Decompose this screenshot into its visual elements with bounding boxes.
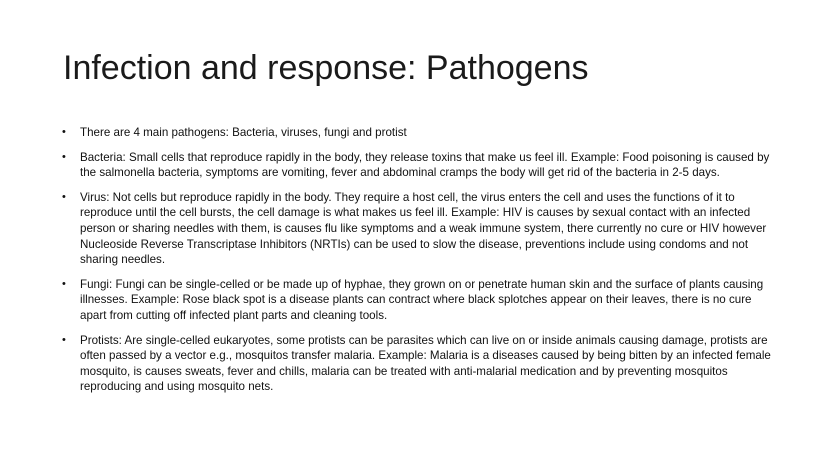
bullet-text: Fungi: Fungi can be single-celled or be made up of hyphae, they grown on or penetrate human skin and the surface of plants causing illnesses. Example: Rose black spot is a disease plants can contract where black splotches appear on their leaves, there is no cure apart from cutting off infected plant parts and cleaning tools. — [80, 277, 764, 322]
bullet-marker: • — [62, 333, 66, 346]
bullet-item-virus — [62, 190, 774, 268]
bullet-text: Protists: Are single-celled eukaryotes, some protists can be parasites which can live on or inside animals causing damage, protists are often passed by a vector e.g., mosquitos transfer malaria. Example: Malaria is a diseases caused by being bitten by an infected female mosquito, is causes sweats, fever and chills, malaria can be treated with anti-malarial medication and by preventing mosquitos reproducing and using mosquito nets. — [80, 333, 771, 394]
bullet-marker: • — [62, 126, 66, 138]
slide-title: Infection and response: Pathogens — [63, 49, 589, 87]
bullet-item-fungi — [62, 277, 774, 324]
bullet-marker: • — [62, 150, 66, 163]
bullet-list — [62, 125, 774, 404]
bullet-marker: • — [62, 190, 66, 203]
bullet-text: There are 4 main pathogens: Bacteria, viruses, fungi and protist — [80, 126, 407, 139]
bullet-item-pathogens-overview — [62, 125, 774, 141]
bullet-item-protists — [62, 333, 774, 395]
bullet-marker: • — [62, 277, 66, 290]
bullet-item-bacteria — [62, 150, 774, 181]
bullet-text: Bacteria: Small cells that reproduce rapidly in the body, they release toxins that make us feel ill. Example: Food poisoning is caused by the salmonella bacteria, symptoms are vomiting, fever and abdominal cramps the body will get rid of the bacteria in 2-5 days. — [80, 150, 770, 180]
bullet-text: Virus: Not cells but reproduce rapidly in the body. They require a host cell, the virus enters the cell and uses the functions of it to reproduce until the cell bursts, the cell damage is what makes us feel ill. Example: HIV is causes by sexual contact with an infected person or sharing needles with them, is causes flu like symptoms and a weak immune system, there currently no cure or HIV however Nucleoside Reverse Transcriptase Inhibitors (NRTIs) can be used to slow the disease, preventions include using condoms and not sharing needles. — [80, 190, 767, 267]
